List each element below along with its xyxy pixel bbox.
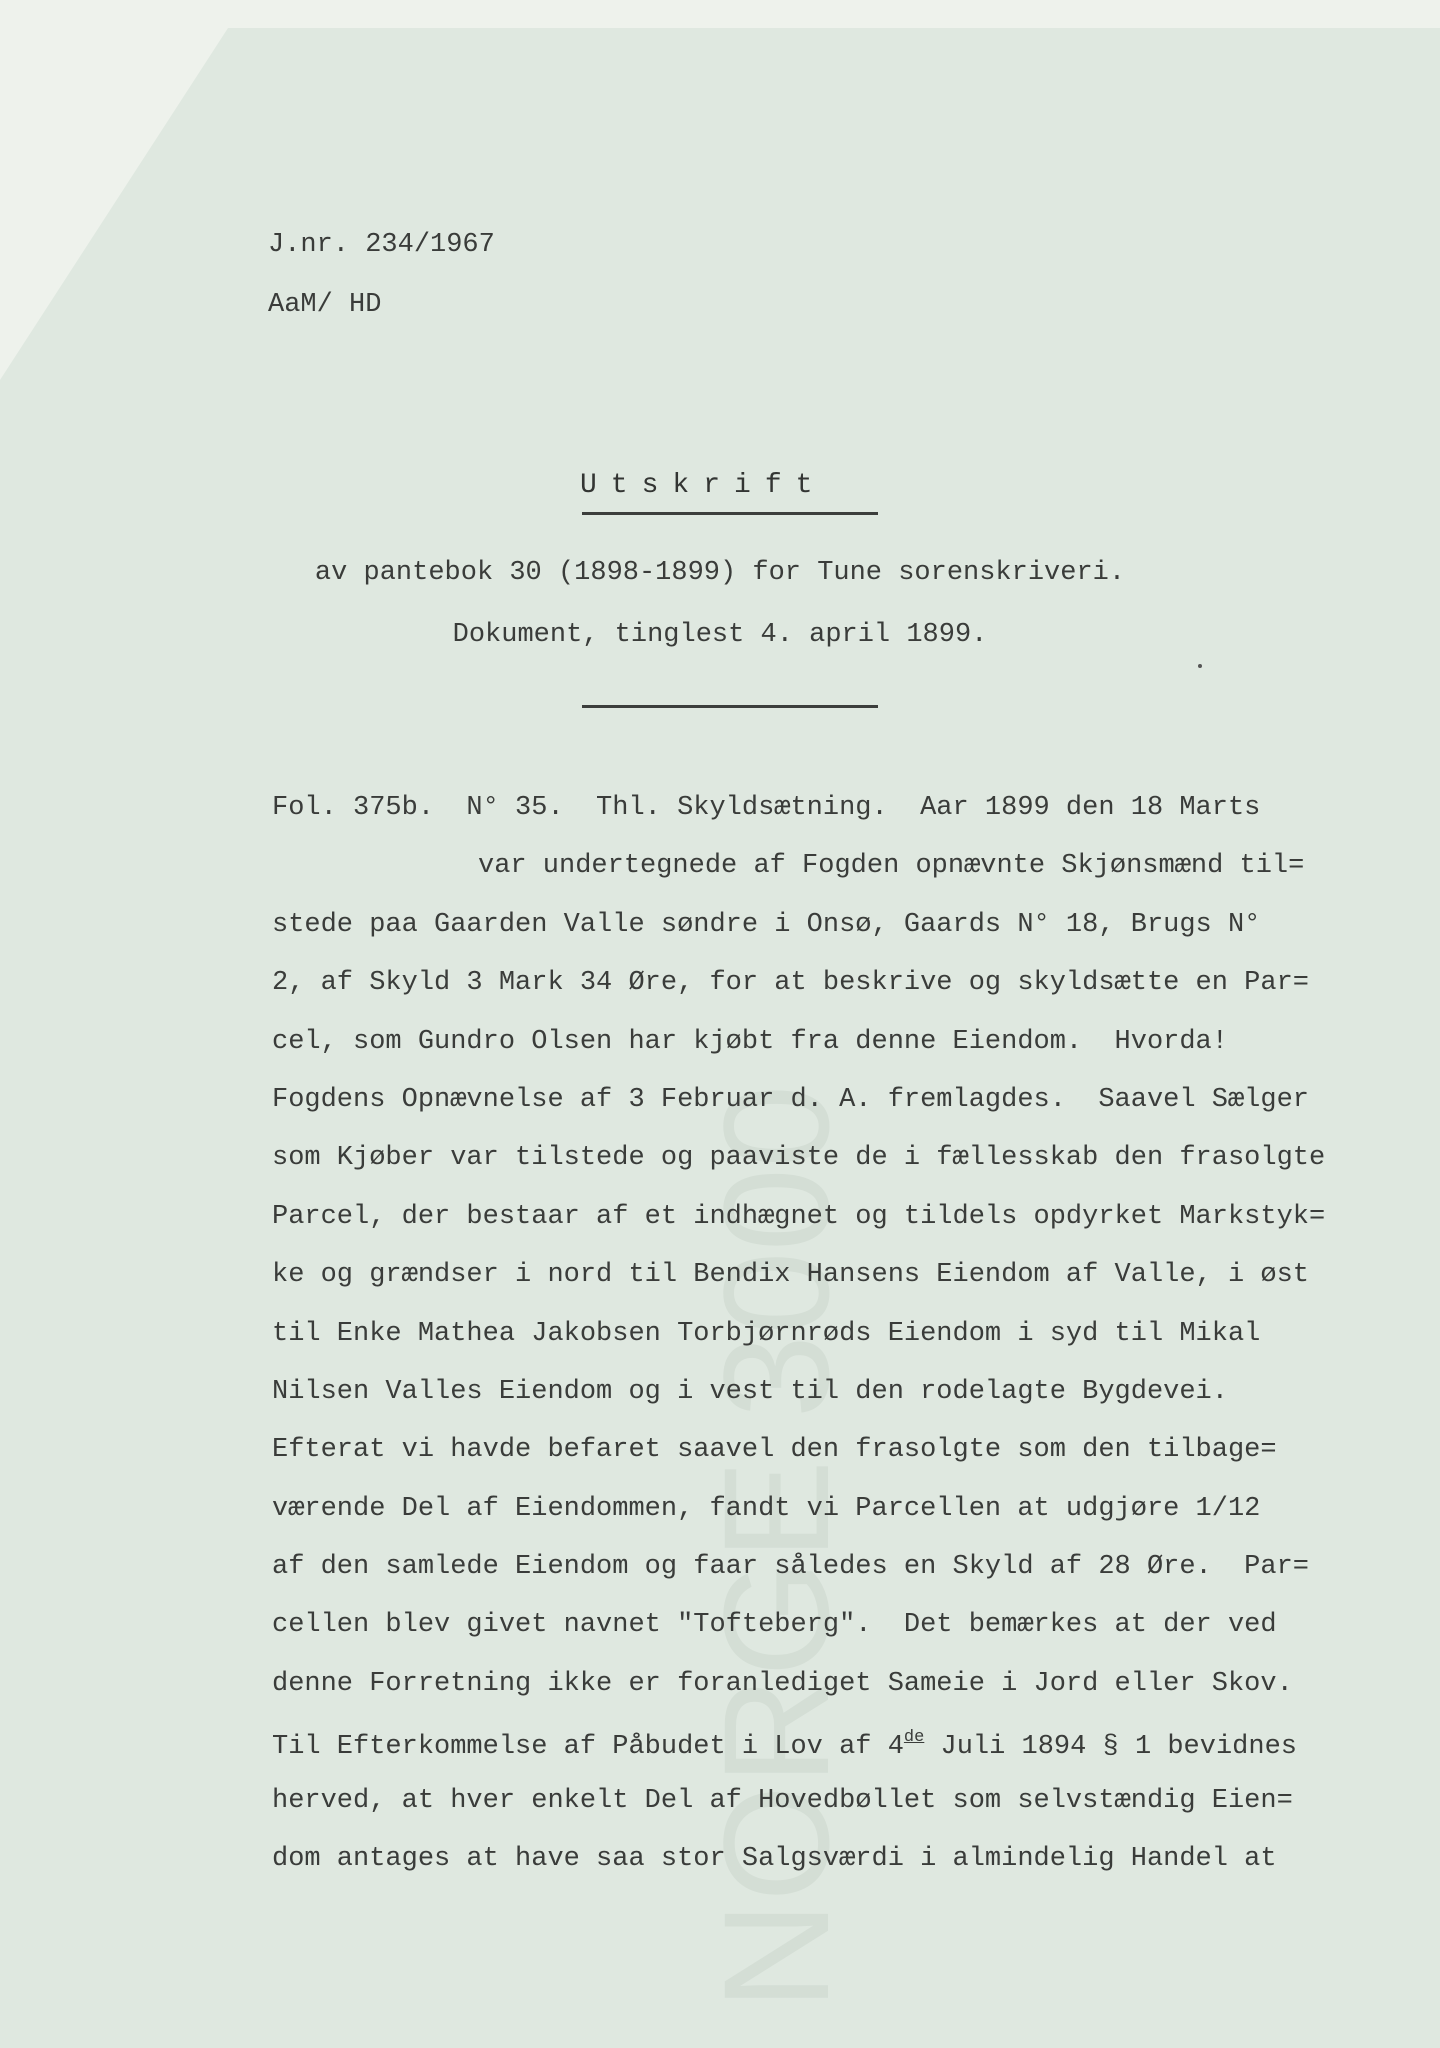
body-line: dom antages at have saa stor Salgsværdi i almindelig Handel at bbox=[272, 1844, 1277, 1875]
body-line-part: Juli 1894 § 1 bevidnes bbox=[924, 1732, 1297, 1763]
body-line-part: Til Efterkommelse af Påbudet i Lov af 4 bbox=[272, 1732, 904, 1763]
stray-mark bbox=[1198, 664, 1202, 668]
body-line: denne Forretning ikke er foranlediget Sameie i Jord eller Skov. bbox=[272, 1668, 1293, 1699]
journal-reference: J.nr. 234/1967 bbox=[268, 230, 495, 260]
body-first-line: Fol. 375b. N° 35. Thl. Skyldsætning. Aar 1899 den 18 Marts bbox=[272, 793, 1261, 823]
body-line: cellen blev givet navnet "Tofteberg". Det bemærkes at der ved bbox=[272, 1610, 1277, 1641]
subtitle-line-1: av pantebok 30 (1898-1899) for Tune sorenskriveri. bbox=[314, 558, 1126, 588]
body-line: Nilsen Valles Eiendom og i vest til den rodelagte Bygdevei. bbox=[272, 1376, 1228, 1407]
body-line: Efterat vi havde befaret saavel den frasolgte som den tilbage= bbox=[272, 1435, 1277, 1466]
ordinal-suffix: de bbox=[903, 1728, 925, 1748]
body-line: til Enke Mathea Jakobsen Torbjørnrøds Eiendom i syd til Mikal bbox=[272, 1318, 1261, 1349]
body-line: værende Del af Eiendommen, fandt vi Parcellen at udgjøre 1/12 bbox=[272, 1493, 1261, 1524]
body-line: Fogdens Opnævnelse af 3 Februar d. A. fremlagdes. Saavel Sælger bbox=[272, 1084, 1309, 1115]
body-line: herved, at hver enkelt Del af Hovedbøllet som selvstændig Eien= bbox=[272, 1785, 1293, 1816]
initials: AaM/ HD bbox=[268, 290, 382, 320]
document-body bbox=[272, 795, 1392, 1904]
body-line: var undertegnede af Fogden opnævnte Skjønsmænd til= bbox=[478, 851, 1305, 882]
body-line: som Kjøber var tilstede og paaviste de i fællesskab den frasolgte bbox=[272, 1143, 1326, 1174]
body-line: stede paa Gaarden Valle søndre i Onsø, Gaards N° 18, Brugs N° bbox=[272, 909, 1261, 940]
body-line: 2, af Skyld 3 Mark 34 Øre, for at beskrive og skyldsætte en Par= bbox=[272, 968, 1309, 999]
watermark: NORGE 3000 bbox=[692, 1084, 860, 2010]
body-line: cel, som Gundro Olsen har kjøbt fra denne Eiendom. Hvorda! bbox=[272, 1026, 1228, 1057]
body-line: Parcel, der bestaar af et indhægnet og tildels opdyrket Markstyk= bbox=[272, 1201, 1326, 1232]
subtitle-line-2: Dokument, tinglest 4. april 1899. bbox=[452, 620, 988, 650]
section-divider bbox=[582, 705, 878, 708]
body-line: ke og grændser i nord til Bendix Hansens Eiendom af Valle, i øst bbox=[272, 1260, 1309, 1291]
title-underline bbox=[582, 512, 878, 515]
body-line: af den samlede Eiendom og faar således en Skyld af 28 Øre. Par= bbox=[272, 1552, 1309, 1583]
body-line-with-ordinal bbox=[272, 1729, 1392, 1787]
document-title: Utskrift bbox=[580, 470, 827, 501]
